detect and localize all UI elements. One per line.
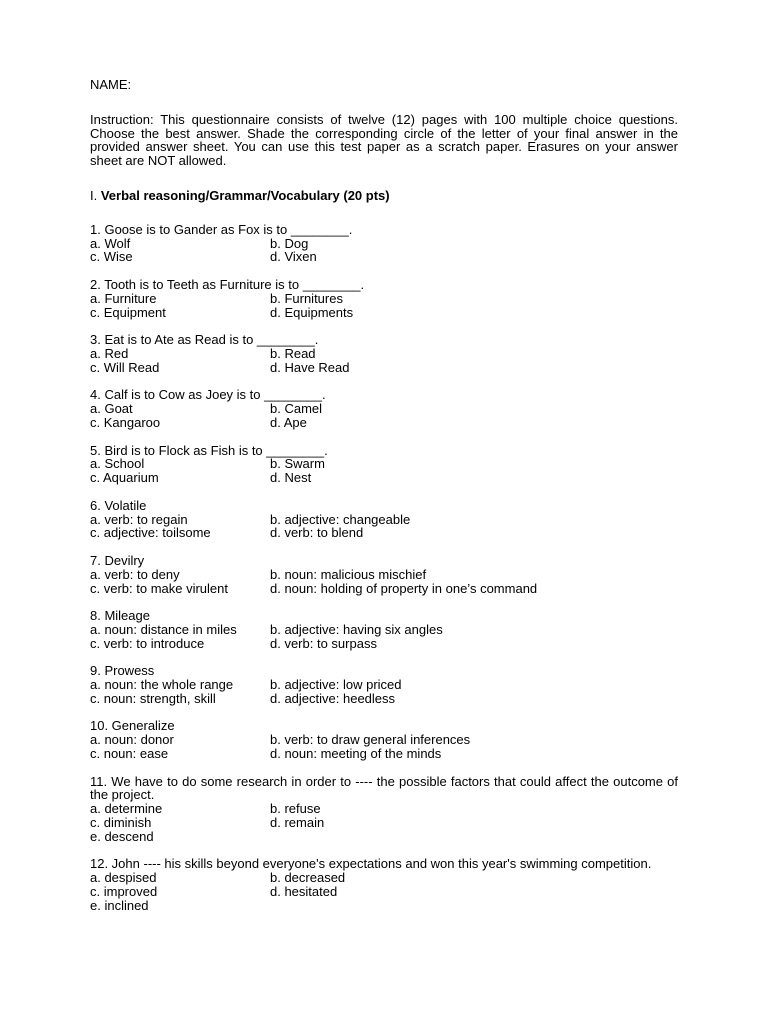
answer-option: b. Furnitures [270, 290, 343, 306]
question-item [90, 388, 678, 429]
question-item [90, 333, 678, 374]
answer-option: b. Camel [270, 401, 323, 417]
answer-option: a. noun: the whole range [90, 677, 234, 693]
answer-option: b. refuse [270, 801, 321, 817]
question-item [90, 223, 678, 264]
question-stem: 3. Eat is to Ate as Read is to ________. [90, 332, 319, 348]
question-stem: 9. Prowess [90, 663, 155, 679]
answer-options [90, 871, 678, 912]
answer-option: b. decreased [270, 870, 346, 886]
answer-option: b. verb: to draw general inferences [270, 732, 471, 748]
answer-option: c. noun: strength, skill [90, 690, 216, 706]
answer-option: b. noun: malicious mischief [270, 566, 427, 582]
question-item [90, 499, 678, 540]
question-list [90, 223, 678, 913]
question-item [90, 278, 678, 319]
question-stem: 12. John ---- his skills beyond everyone's expectations and won this year's swimming competition. [90, 856, 652, 872]
answer-option: d. verb: to surpass [270, 635, 377, 651]
answer-option: a. Furniture [90, 290, 157, 306]
answer-option: a. School [90, 456, 145, 472]
answer-option: d. noun: holding of property in one’s command [270, 580, 538, 596]
question-stem: 2. Tooth is to Teeth as Furniture is to ________. [90, 276, 365, 292]
answer-option: d. Nest [270, 470, 312, 486]
answer-option: d. hesitated [270, 884, 338, 900]
question-stem: 8. Mileage [90, 608, 150, 624]
answer-options [90, 513, 678, 541]
answer-option: b. adjective: low priced [270, 677, 402, 693]
question-stem: 10. Generalize [90, 718, 175, 734]
answer-option: c. adjective: toilsome [90, 525, 211, 541]
question-stem: 7. Devilry [90, 552, 145, 568]
answer-option: d. Equipments [270, 304, 354, 320]
answer-option: a. Red [90, 345, 129, 361]
section-title [90, 189, 678, 203]
answer-option: b. Read [270, 345, 316, 361]
answer-options [90, 802, 678, 843]
section-number: I. [90, 187, 101, 203]
answer-option: b. adjective: having six angles [270, 621, 443, 637]
answer-option: c. Wise [90, 249, 133, 265]
answer-option: b. Dog [270, 235, 309, 251]
answer-option: d. Have Read [270, 359, 350, 375]
question-item [90, 857, 678, 912]
question-stem: 5. Bird is to Flock as Fish is to ________. [90, 442, 328, 458]
answer-options [90, 457, 678, 485]
answer-option: c. Equipment [90, 304, 166, 320]
answer-option: a. Wolf [90, 235, 131, 251]
answer-options [90, 568, 678, 596]
question-item [90, 719, 678, 760]
answer-options [90, 402, 678, 430]
answer-option: d. remain [270, 815, 325, 831]
question-stem: 11. We have to do some research in order to ---- the possible factors that could affect the outcome of the project. [90, 773, 678, 803]
question-item [90, 775, 678, 844]
answer-option: b. adjective: changeable [270, 511, 411, 527]
answer-option: e. descend [90, 828, 154, 844]
answer-option: d. Vixen [270, 249, 317, 265]
question-item [90, 609, 678, 650]
answer-option: d. noun: meeting of the minds [270, 746, 442, 762]
answer-option: e. inclined [90, 897, 149, 913]
answer-options [90, 237, 678, 265]
answer-option: c. diminish [90, 815, 152, 831]
answer-option: c. improved [90, 884, 158, 900]
answer-options [90, 347, 678, 375]
answer-option: c. verb: to make virulent [90, 580, 228, 596]
instruction-paragraph: Instruction: This questionnaire consists of twelve (12) pages with 100 multiple choice questions. Choose the best answer. Shade the corresponding circle of the letter of your final answer in the provided answer sheet. You can use this test paper as a scratch paper. Erasures on your answer sheet are NOT allowed. [90, 111, 678, 169]
answer-option: c. Kangaroo [90, 414, 161, 430]
question-item [90, 444, 678, 485]
question-stem: 6. Volatile [90, 497, 147, 513]
answer-option: d. adjective: heedless [270, 690, 396, 706]
answer-option: a. noun: donor [90, 732, 174, 748]
answer-option: c. Will Read [90, 359, 160, 375]
answer-option: a. verb: to regain [90, 511, 188, 527]
answer-option: a. despised [90, 870, 157, 886]
name-label: NAME: [90, 77, 132, 92]
question-item [90, 664, 678, 705]
answer-option: c. Aquarium [90, 470, 159, 486]
answer-option: c. verb: to introduce [90, 635, 205, 651]
answer-option: a. noun: distance in miles [90, 621, 237, 637]
answer-option: c. noun: ease [90, 746, 169, 762]
answer-option: d. Ape [270, 414, 307, 430]
section-title-text: Verbal reasoning/Grammar/Vocabulary (20 pts) [100, 187, 390, 203]
answer-options [90, 733, 678, 761]
question-stem: 4. Calf is to Cow as Joey is to ________. [90, 387, 326, 403]
answer-options [90, 292, 678, 320]
answer-option: a. Goat [90, 401, 133, 417]
question-stem: 1. Goose is to Gander as Fox is to ________. [90, 221, 353, 237]
question-item [90, 554, 678, 595]
test-paper-page [90, 78, 678, 926]
answer-options [90, 623, 678, 651]
answer-option: a. verb: to deny [90, 566, 180, 582]
answer-options [90, 678, 678, 706]
answer-option: d. verb: to blend [270, 525, 364, 541]
answer-option: b. Swarm [270, 456, 325, 472]
answer-option: a. determine [90, 801, 163, 817]
